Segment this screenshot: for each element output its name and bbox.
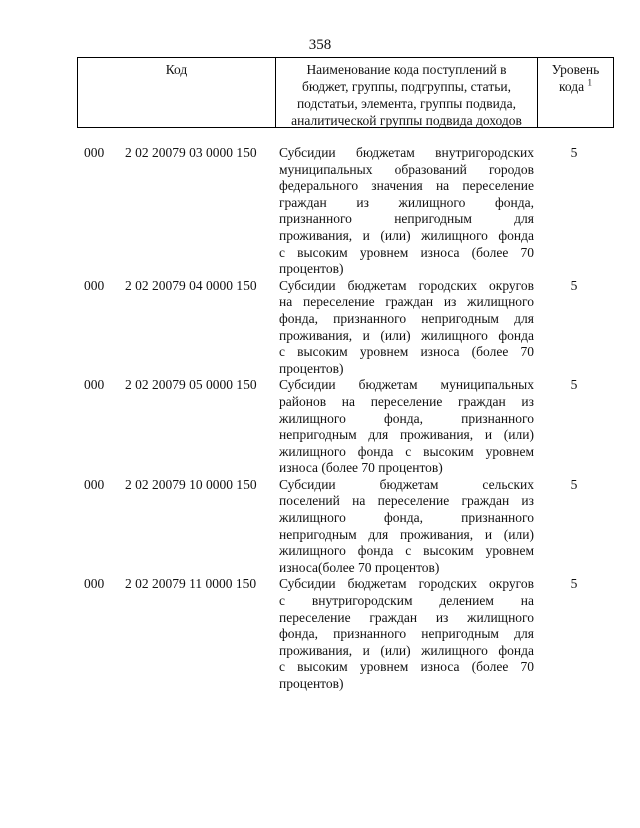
income-name [275, 377, 534, 477]
code-level: 5 [570, 145, 578, 160]
code-level: 5 [570, 476, 578, 492]
income-name-line: жилищного фонда с высоким уровнем [279, 443, 534, 459]
table-row [77, 145, 614, 278]
income-name-line: с высоким уровнем износа (более 70 [279, 344, 534, 360]
header-code: Код [78, 58, 276, 127]
income-name-line: Субсидии бюджетам муниципальных [279, 377, 534, 393]
income-name-line: переселение граждан из жилищного [279, 609, 534, 625]
code-level: 5 [570, 277, 578, 293]
income-name-line: Субсидии бюджетам городских округов [279, 277, 534, 293]
income-code: 2 02 20079 04 0000 150 [125, 277, 257, 293]
income-name-line: процентов) [279, 360, 344, 376]
header-level-word: кода [559, 79, 585, 94]
income-name-line: Субсидии бюджетам сельских [279, 476, 534, 492]
income-code: 2 02 20079 05 0000 150 [125, 377, 257, 393]
table-row [77, 576, 614, 692]
income-name-line: граждан из жилищного фонда, [279, 194, 534, 210]
income-name [275, 145, 534, 278]
income-name-line: жилищного фонда, признанного [279, 410, 534, 426]
table-row [77, 477, 614, 577]
header-name-line: аналитической группы подвида доходов [291, 113, 522, 128]
income-name-line: федерального значения на переселение [279, 178, 534, 194]
income-name-line: жилищного фонда, признанного [279, 510, 534, 526]
code-level: 5 [570, 576, 578, 592]
income-name-line: муниципальных образований городов [279, 161, 534, 177]
income-name-line: жилищного фонда с высоким уровнем [279, 543, 534, 559]
income-code: 2 02 20079 03 0000 150 [125, 145, 257, 160]
income-name-line: проживания, и (или) жилищного фонда [279, 327, 534, 343]
income-name-line: процентов) [279, 676, 344, 691]
footnote-marker: 1 [587, 77, 592, 88]
income-name [275, 576, 534, 692]
income-name-line: с внутригородским делением на [279, 593, 534, 609]
header-name-line: бюджет, группы, подгруппы, статьи, [302, 79, 511, 94]
income-name-line: районов на переселение граждан из [279, 393, 534, 409]
income-name-line: признанного непригодным для [279, 211, 534, 227]
admin-code: 000 [84, 377, 105, 393]
income-name-line: фонда, признанного непригодным для [279, 310, 534, 326]
page-number: 358 [308, 37, 332, 53]
table-row [77, 278, 614, 378]
table-row [77, 377, 614, 477]
income-code: 2 02 20079 11 0000 150 [125, 576, 257, 592]
header-name-line: Наименование кода поступлений в [306, 62, 507, 77]
header-level-line [538, 78, 613, 95]
income-name-line: с высоким уровнем износа (более 70 [279, 659, 534, 675]
income-name-line: непригодным для проживания, и (или) [279, 427, 534, 443]
header-name [276, 58, 538, 127]
header-level-line: Уровень [551, 62, 600, 77]
header-level [538, 58, 613, 127]
income-name-line: износа (более 70 процентов) [279, 460, 443, 476]
income-name-line: Субсидии бюджетам городских округов [279, 576, 534, 592]
income-name-line: износа(более 70 процентов) [279, 559, 440, 575]
admin-code: 000 [84, 277, 105, 293]
income-name-line: поселений на переселение граждан из [279, 493, 534, 509]
income-code: 2 02 20079 10 0000 150 [125, 476, 257, 492]
code-level: 5 [570, 377, 578, 393]
income-name [275, 477, 534, 577]
admin-code: 000 [84, 576, 105, 592]
header-name-line: подстатьи, элемента, группы подвида, [296, 96, 517, 111]
income-name-line: проживания, и (или) жилищного фонда [279, 227, 534, 243]
income-name-line: на переселение граждан из жилищного [279, 294, 534, 310]
income-name-line: Субсидии бюджетам внутригородских [279, 145, 534, 160]
income-name-line: проживания, и (или) жилищного фонда [279, 642, 534, 658]
admin-code: 000 [84, 476, 105, 492]
income-name-line: с высоким уровнем износа (более 70 [279, 244, 534, 260]
income-name-line: непригодным для проживания, и (или) [279, 526, 534, 542]
table-header [77, 57, 614, 128]
income-name-line: фонда, признанного непригодным для [279, 626, 534, 642]
table-body [77, 145, 614, 693]
income-name [275, 278, 534, 378]
admin-code: 000 [84, 145, 105, 160]
income-name-line: процентов) [279, 261, 344, 277]
